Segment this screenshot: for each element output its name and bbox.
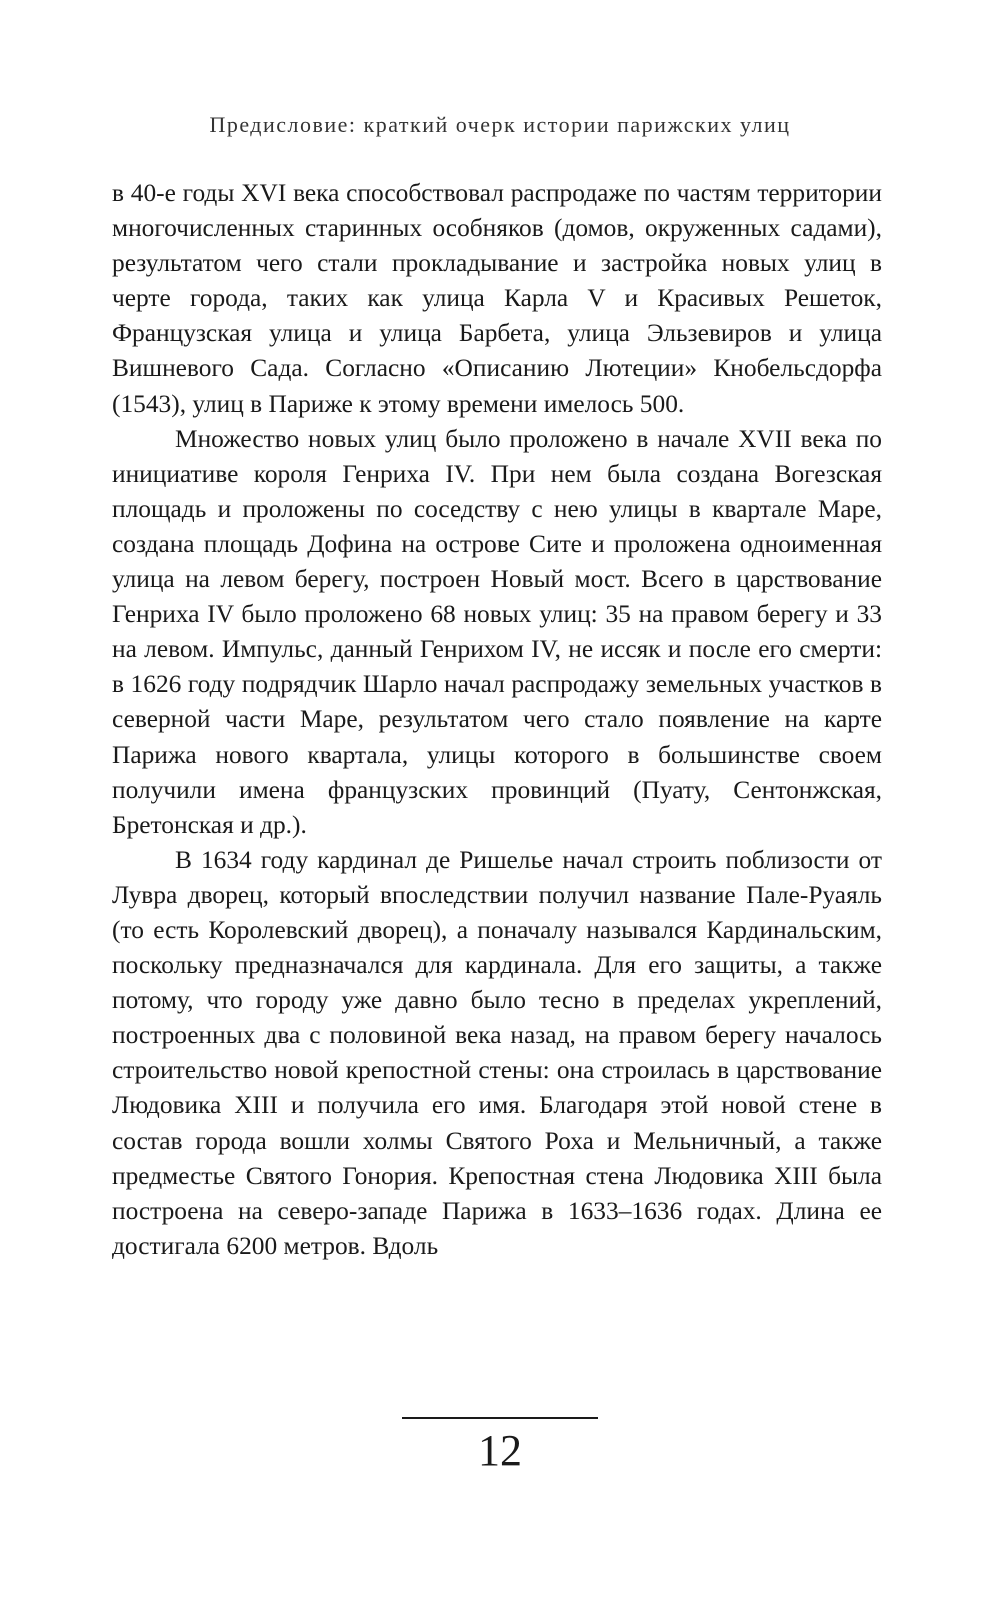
running-header: Предисловие: краткий очерк истории парижских улиц bbox=[209, 112, 791, 137]
paragraph: В 1634 году кардинал де Ришелье начал строить поблизости от Лувра дворец, который впоследствии получил название Пале-Руаяль (то есть Королевский дворец), а поначалу назывался Кардинальским, поскольку предназначался для кардинала. Для его защиты, а также потому, что городу уже давно было тесно в пределах укреплений, построенных два с половиной века назад, на правом берегу началось строительство новой крепостной стены: она строилась в царствование Людовика XIII и получила его имя. Благодаря этой новой стене в состав города вошли холмы Святого Роха и Мельничный, а также предместье Святого Гонория. Крепостная стена Людовика XIII была построена на северо-западе Парижа в 1633–1636 годах. Длина ее достигала 6200 метров. Вдоль bbox=[112, 845, 882, 1260]
footer-divider bbox=[402, 1417, 598, 1419]
paragraph-continued: в 40-е годы XVI века способствовал распродаже по частям территории многочисленных старинных особняков (домов, окруженных садами), результатом чего стали прокладывание и застройка новых улиц в черте города, таких как улица Карла V и Красивых Решеток, Французская улица и улица Барбета, улица Эльзевиров и улица Вишневого Сада. Согласно «Описанию Лютеции» Кнобельсдорфа (1543), улиц в Париже к этому времени имелось 500. bbox=[112, 179, 882, 418]
paragraph: Множество новых улиц было проложено в начале XVII века по инициативе короля Генриха IV. При нем была создана Вогезская площадь и проложены по соседству с нею улицы в квартале Маре, создана площадь Дофина на острове Сите и проложена одноименная улица на левом берегу, построен Новый мост. Всего в царствование Генриха IV было проложено 68 новых улиц: 35 на правом берегу и 33 на левом. Импульс, данный Генрихом IV, не иссяк и после его смерти: в 1626 году подрядчик Шарло начал распродажу земельных участков в северной части Маре, результатом чего стало появление на карте Парижа нового квартала, улицы которого в большинстве своем получили имена французских провинций (Пуату, Сентонжская, Бретонская и др.). bbox=[112, 424, 882, 839]
page-number: 12 bbox=[478, 1426, 522, 1475]
body-text bbox=[112, 176, 882, 1264]
